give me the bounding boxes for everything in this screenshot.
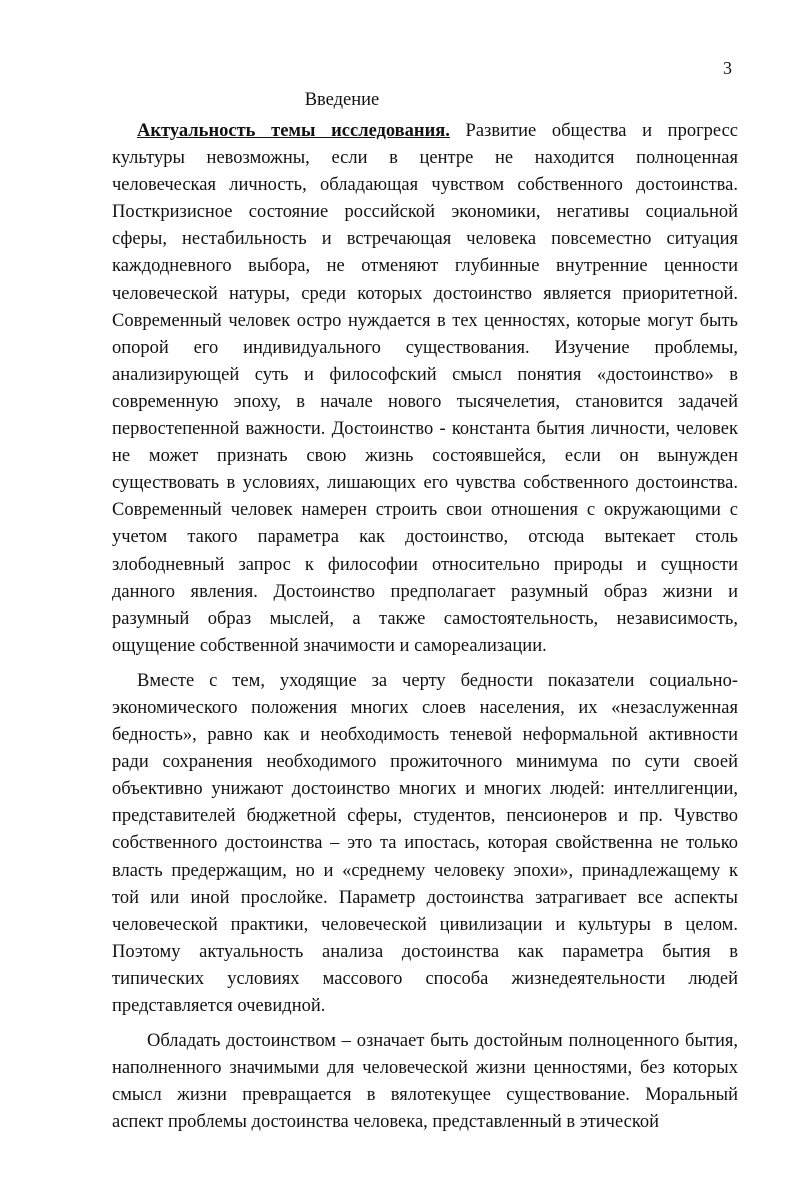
document-body (112, 118, 738, 1136)
text-line (112, 722, 738, 749)
text-line (112, 172, 738, 199)
line-text: типических условиях массового способа жизнедеятельности людей (112, 968, 738, 989)
text-line (112, 695, 738, 722)
line-text: Современный человек остро нуждается в тех ценностях, которые могут быть (112, 310, 738, 331)
text-line (112, 993, 738, 1020)
paragraph (112, 668, 738, 1020)
line-text: смысл жизни превращается в вялотекущее существование. Моральный (112, 1085, 738, 1106)
text-line (112, 668, 738, 695)
text-line (112, 749, 738, 776)
line-text: наполненного значимыми для человеческой жизни ценностями, без которых (112, 1058, 738, 1079)
line-text: данного явления. Достоинство предполагает разумный образ жизни и (112, 581, 738, 602)
text-line (112, 1082, 738, 1109)
text-line (112, 803, 738, 830)
text-line (112, 389, 738, 416)
line-text: не может признать свою жизнь состоявшейся, если он вынужден (112, 446, 738, 467)
text-line (112, 633, 738, 660)
section-lead-bold: Актуальность темы исследования. (137, 121, 450, 141)
text-line (112, 199, 738, 226)
text-line (112, 966, 738, 993)
line-text: злободневный запрос к философии относительно природы и сущности (112, 554, 738, 575)
line-text: власть предержащим, но и «среднему человеку эпохи», принадлежащему к (112, 860, 738, 881)
text-line (112, 912, 738, 939)
text-line (112, 253, 738, 280)
page-number: 3 (723, 58, 732, 78)
text-line (112, 939, 738, 966)
text-line (112, 281, 738, 308)
line-text: представителей бюджетной сферы, студентов, пенсионеров и пр. Чувство (112, 806, 738, 827)
line-text: собственного достоинства – это та ипостась, которая свойственна не только (112, 833, 738, 854)
line-text: ради сохранения необходимого прожиточного минимума по сути своей (112, 752, 738, 773)
line-text: ощущение собственной значимости и самореализации. (112, 635, 547, 656)
text-line (112, 776, 738, 803)
text-line (112, 606, 738, 633)
paragraph-gap (112, 1020, 738, 1028)
line-text: культуры невозможны, если в центре не находится полноценная (112, 148, 738, 169)
line-text: бедность», равно как и необходимость теневой неформальной активности (112, 725, 738, 746)
paragraph (112, 118, 738, 660)
line-text: аспект проблемы достоинства человека, представленный в этической (112, 1112, 660, 1133)
text-line (112, 579, 738, 606)
text-line (112, 497, 738, 524)
text-line (112, 416, 738, 443)
line-text: опорой его индивидуального существования. Изучение проблемы, (112, 337, 738, 358)
text-line (112, 443, 738, 470)
line-text: человеческой практики, человеческой цивилизации и культуры в целом. (112, 914, 738, 935)
line-text: человеческая личность, обладающая чувством собственного достоинства. (112, 175, 738, 196)
text-line (112, 145, 738, 172)
text-line (112, 830, 738, 857)
line-text: Вместе с тем, уходящие за черту бедности показатели социально- (137, 670, 738, 691)
text-line (112, 335, 738, 362)
line-text: представляется очевидной. (112, 996, 326, 1016)
line-text: каждодневного выбора, не отменяют глубинные внутренние ценности (112, 256, 738, 277)
line-text: современную эпоху, в начале нового тысячелетия, становится задачей (112, 391, 738, 412)
text-line (112, 226, 738, 253)
line-text: объективно унижают достоинство многих и многих людей: интеллигенции, (112, 779, 738, 800)
text-line (112, 1109, 738, 1136)
line-text: Поэтому актуальность анализа достоинства как параметра бытия в (112, 941, 738, 962)
line-text: существовать в условиях, лишающих его чувства собственного достоинства. (112, 473, 738, 494)
text-line (112, 524, 738, 551)
line-text: Развитие общества и прогресс (449, 121, 739, 141)
line-text: Обладать достоинством – означает быть достойным полноценного бытия, (147, 1031, 738, 1052)
line-text: Посткризисное состояние российской экономики, негативы социальной (112, 202, 738, 223)
line-text: экономического положения многих слоев населения, их «незаслуженная (112, 697, 738, 718)
text-line (112, 552, 738, 579)
paragraph-gap (112, 660, 738, 668)
text-line (112, 858, 738, 885)
line-text: той или иной прослойке. Параметр достоинства затрагивает все аспекты (112, 887, 738, 908)
line-text: разумный образ мыслей, а также самостоятельность, независимость, (112, 608, 738, 629)
section-heading: Введение (304, 90, 380, 110)
line-text: сферы, нестабильность и встречающая человека повсеместно ситуация (112, 229, 738, 250)
text-line (112, 470, 738, 497)
paragraph (112, 1028, 738, 1136)
text-line (112, 885, 738, 912)
line-text: анализирующей суть и философский смысл понятия «достоинство» в (112, 364, 738, 385)
text-line (112, 1055, 738, 1082)
line-text: первостепенной важности. Достоинство - константа бытия личности, человек (112, 419, 738, 440)
line-text: человеческой натуры, среди которых достоинство является приоритетной. (112, 283, 738, 304)
text-line (112, 308, 738, 335)
text-line (112, 362, 738, 389)
line-text: учетом такого параметра как достоинство, отсюда вытекает столь (112, 527, 738, 548)
line-text: Современный человек намерен строить свои отношения с окружающими с (112, 500, 738, 521)
text-line (112, 1028, 738, 1055)
text-line (112, 118, 738, 145)
